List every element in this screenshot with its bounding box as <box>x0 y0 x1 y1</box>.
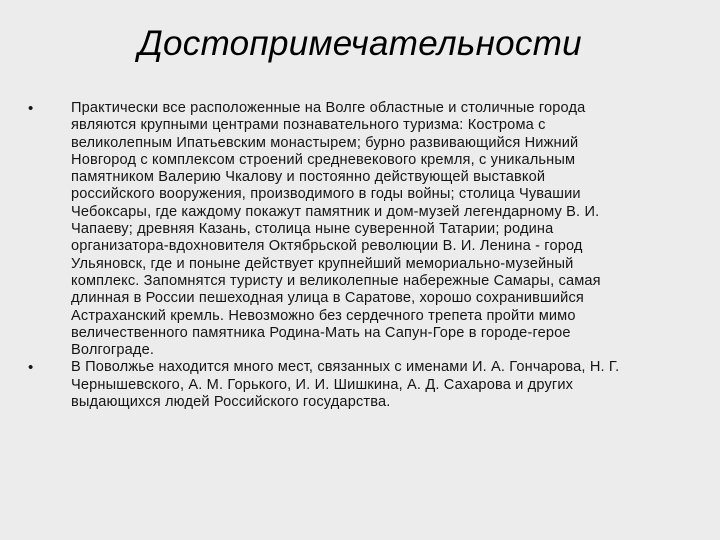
bullet-icon: • <box>28 100 34 117</box>
bullet-list <box>28 100 628 411</box>
bullet-text: Практически все расположенные на Волге областные и столичные города являются крупными центрами познавательного туризма: Кострома с великолепным Ипатьевским монастырем; бурно развивающийся Нижний Новгород с комплексом строений средневекового кремля, с уникальным памятником Валерию Чкалову и постоянно действующей выставкой российского вооружения, производимого в годы войны; столица Чувашии Чебоксары, где каждому покажут памятник и дом-музей легендарному В. И. Чапаеву; древняя Казань, столица ныне суверенной Татарии; родина организатора-вдохновителя Октябрьской революции В. И. Ленина - город Ульяновск, где и поныне действует крупнейший мемориально-музейный комплекс. Запомнятся туристу и великолепные набережные Самары, самая длинная в России пешеходная улица в Саратове, хорошо сохранившийся Астраханский кремль. Невозможно без сердечного трепета пройти мимо величественного памятника Родина-Мать на Сапун-Горе в городе-герое Волгограде. <box>71 100 601 359</box>
bullet-icon: • <box>28 359 34 377</box>
slide-title: Достопримечательности <box>138 24 582 63</box>
bullet-text: В Поволжье находится много мест, связанных с именами И. А. Гончарова, Н. Г. Чернышевского, А. М. Горького, И. И. Шишкина, А. Д. Сахарова и других выдающихся людей Российского государства. <box>71 359 620 411</box>
bullet-item <box>28 359 628 411</box>
bullet-item <box>28 100 628 359</box>
